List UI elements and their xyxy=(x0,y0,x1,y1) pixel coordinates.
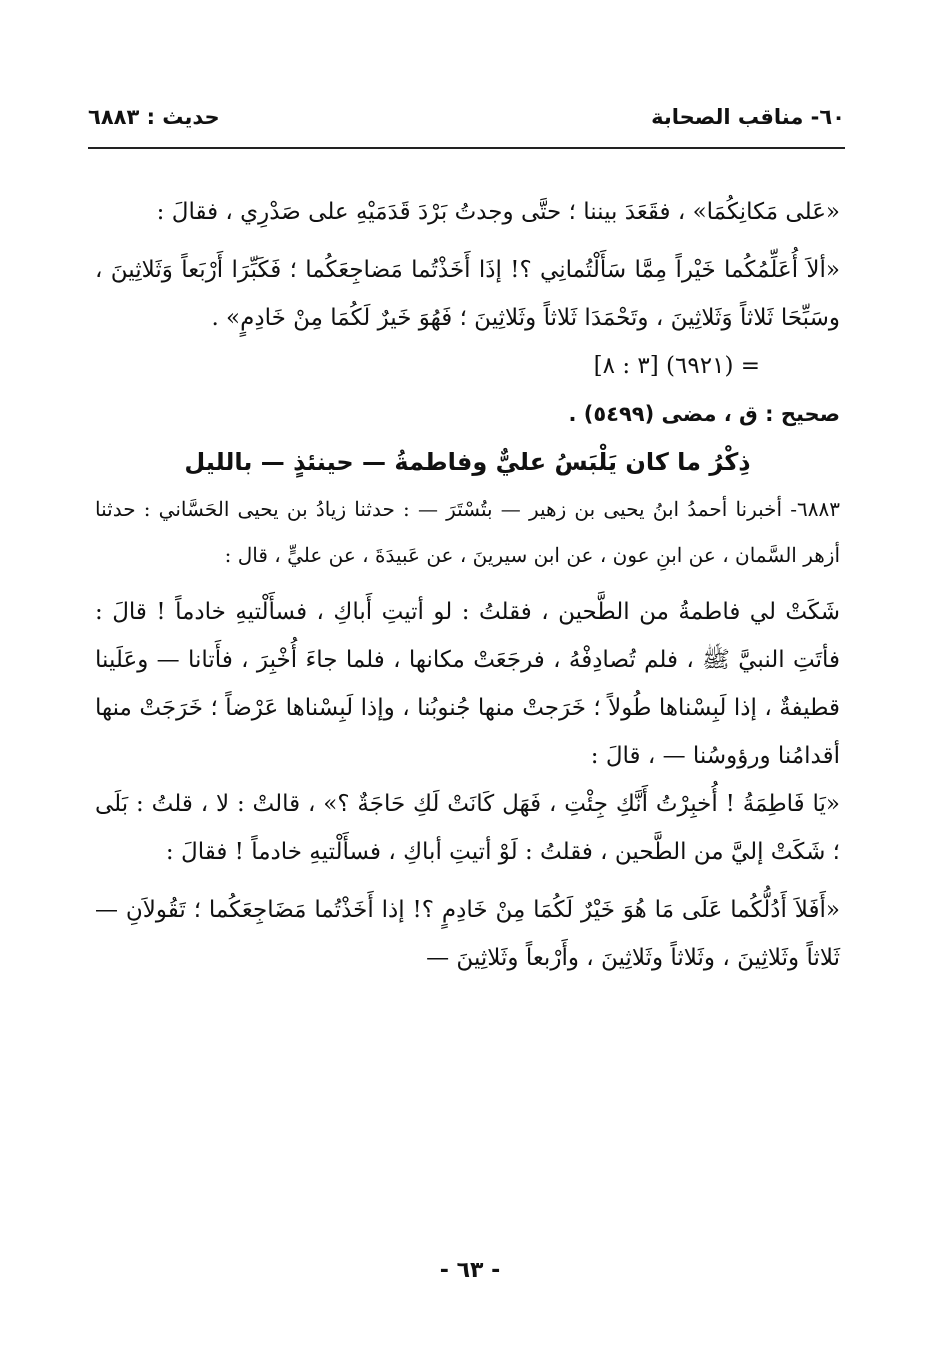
paragraph-5: «أَفَلاَ أَدُلُّكُما عَلَى مَا هُوَ خَيْرٌ لَكُمَا مِنْ خَادِمٍ ؟! إذا أَخَذْتُما مَضَاجِعَكُما ؛ تَقُولاَنِ — ثَلاثاً وثَلاثِينَ ، وثَلاثاً وثَلاثِينَ ، وأَرْبعاً وثَلاثِينَ — xyxy=(95,897,840,971)
isnad-paragraph: ٦٨٨٣- أخبرنا أحمدُ ابنُ يحيى بن زهير — بتُسْتَرَ — : حدثنا زيادُ بن يحيى الحَسَّاني : حدثنا أزهر السَّمان ، عن ابنِ عون ، عن ابن سيرينَ ، عن عَبيدَةَ ، عن عليٍّ ، قال : xyxy=(95,497,840,567)
paragraph-1: «عَلى مَكانِكُمَا» ، فقَعَدَ بيننا ؛ حتَّى وجدتُ بَرْدَ قَدَمَيْهِ على صَدْرِي ، فقالَ : xyxy=(156,199,840,225)
paragraph-4: «يَا فَاطِمَةُ ! أُخبِرْتُ أَنَّكِ جِئْتِ ، فَهَل كَانَتْ لَكِ حَاجَةٌ ؟» ، قالتْ : لا ، قلتُ : بَلَى ؛ شَكَتْ إليَّ من الطَّحين ، فقلتُ : لَوْ أتيتِ أباكِ ، فسأَلْتيهِ خادماً ! فقالَ : xyxy=(95,791,840,865)
page-body xyxy=(95,188,840,982)
paragraph-2: «ألاَ أُعَلِّمُكُما خَيْراً مِمَّا سَأَلْتُمانِي ؟! إذَا أَخَذْتُما مَضاجِعَكُما ؛ فَكَبِّرَا أَرْبَعاً وَثَلاثِينَ ، وسَبِّحَا ثَلاثاً وَثَلاثِينَ ، وتَحْمَدَا ثَلاثاً وثَلاثِينَ ؛ فَهُوَ خَيرٌ لَكُمَا مِنْ خَادِمٍ» . xyxy=(95,257,840,331)
paragraph-3: شَكَتْ لي فاطمةُ من الطَّحين ، فقلتُ : لو أتيتِ أَباكِ ، فسأَلْتيهِ خادماً ! قالَ : فأتَتِ النبيَّ ﷺ ، فلم تُصادِفْهُ ، فرجَعَتْ مكانها ، فلما جاءَ أُخْبِرَ ، فأَتانا — وعَلَينا قطيفةٌ ، إذا لَبِسْناها طُولاً ؛ خَرَجتْ منها جُنوبُنا ، وإذا لَبِسْناها عَرْضاً ؛ خَرَجَتْ منها أقدامُنا ورؤوسُنا — ، قالَ : xyxy=(95,599,840,769)
hadith-grade: صحيح : ق ، مضى (٥٤٩٩) . xyxy=(568,402,840,426)
header-divider xyxy=(88,147,845,149)
chapter-title: ٦٠- مناقب الصحابة xyxy=(651,105,845,129)
hadith-reference: حديث : ٦٨٨٣ xyxy=(88,105,220,129)
chapter-heading: ذِكْرُ ما كان يَلْبَسُ عليٌّ وفاطمةُ — حينئذٍ — بالليل xyxy=(184,448,751,476)
running-header xyxy=(88,105,845,129)
page-number: - ٦٣ - xyxy=(439,1258,501,1283)
cross-reference: = (٦٩٢١) [٣ : ٨] xyxy=(593,353,760,379)
